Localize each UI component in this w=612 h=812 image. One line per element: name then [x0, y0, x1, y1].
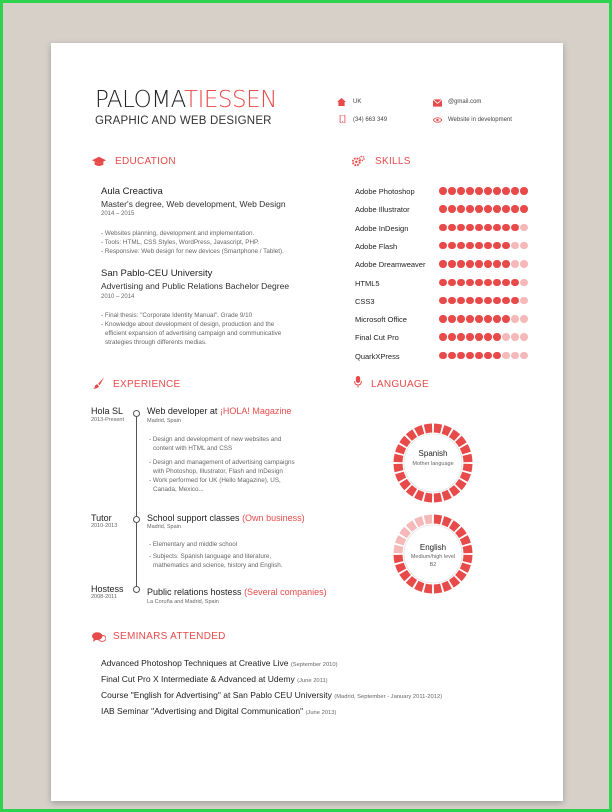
seminar-date: (June 2013): [305, 710, 337, 716]
skill-dot: [502, 333, 510, 341]
skill-dot: [475, 333, 483, 341]
skill-dot: [466, 297, 474, 305]
ring-segment: [451, 433, 457, 437]
ring-segment: [443, 429, 450, 432]
skill-dot: [457, 242, 465, 250]
skill-dot: [466, 279, 474, 287]
skill-dot: [457, 333, 465, 341]
skill-dot: [493, 297, 501, 305]
full-name: [95, 87, 277, 113]
skill-dot: [520, 205, 528, 213]
ring-segment: [458, 481, 462, 487]
job-role: Web developer at: [147, 406, 220, 416]
skill-dot: [493, 279, 501, 287]
skill-dot: [502, 187, 510, 195]
mail-icon: [433, 99, 442, 107]
skill-dot: [511, 352, 519, 360]
skill-dot: [493, 260, 501, 268]
ring-segment: [458, 439, 462, 445]
skill-dot: [502, 297, 510, 305]
list-item: - Knowledge about development of design, production and the: [101, 321, 275, 328]
timeline-node: [133, 516, 140, 523]
job-title-1: [147, 406, 291, 416]
skill-row: [355, 333, 545, 343]
ring-segment: [409, 579, 415, 583]
skill-dot: [466, 205, 474, 213]
home-icon: [337, 98, 346, 106]
skill-dot: [448, 187, 456, 195]
last-name: TIESSEN: [184, 87, 277, 113]
skill-row: [355, 297, 545, 307]
education-degree-1: Master's degree, Web development, Web Design: [101, 199, 286, 209]
timeline-node: [133, 410, 140, 417]
ring-segment: [399, 473, 402, 480]
skill-dot: [520, 279, 528, 287]
skill-dot: [520, 224, 528, 232]
skill-row: [355, 279, 545, 289]
job-role: Public relations hostess: [147, 587, 245, 597]
seminar-item-3: [101, 690, 442, 700]
job-subtitle: GRAPHIC AND WEB DESIGNER: [95, 115, 272, 127]
job-title-3: [147, 587, 327, 597]
ring-segment: [425, 428, 432, 429]
ring-segment: [458, 530, 462, 536]
job-role: School support classes: [147, 513, 243, 523]
skill-dot: [511, 205, 519, 213]
skill-dot: [484, 352, 492, 360]
microphone-icon: [351, 376, 365, 388]
skill-rating: [439, 224, 528, 232]
skill-dot: [439, 187, 447, 195]
skill-dot: [511, 279, 519, 287]
ring-segment: [409, 524, 415, 528]
education-title: EDUCATION: [115, 156, 176, 167]
language-extra-2: B2: [429, 562, 437, 568]
skill-dot: [448, 333, 456, 341]
skill-dot: [484, 187, 492, 195]
contact-location: UK: [353, 99, 362, 105]
job-location-3: La Coruña and Madrid, Spain: [147, 599, 219, 605]
skill-rating: [439, 260, 528, 268]
skill-dot: [439, 297, 447, 305]
list-item: - Responsive: Web design for new devices (Smartphone / Tablet).: [101, 248, 284, 255]
skill-dot: [439, 260, 447, 268]
ring-segment: [416, 520, 423, 523]
skill-dot: [475, 352, 483, 360]
skill-dot: [466, 352, 474, 360]
skill-rating: [439, 315, 528, 323]
ring-segment: [416, 585, 423, 588]
education-degree-2: Advertising and Public Relations Bachelor Degree: [101, 281, 290, 291]
list-item: mathematics and science, history and English.: [153, 562, 283, 569]
job-company-1: Hola SL: [91, 406, 124, 416]
list-item: - Elementary and middle school: [149, 541, 238, 548]
list-item: - Websites planning, development and implementation.: [101, 230, 255, 237]
skill-dot: [511, 224, 519, 232]
skill-dot: [448, 352, 456, 360]
ring-segment: [451, 579, 457, 583]
list-item: - Subjects: Spanish language and literature,: [149, 553, 272, 560]
skill-dot: [457, 352, 465, 360]
language-level-2: Medium/high level: [410, 554, 456, 560]
ring-segment: [416, 429, 423, 432]
skill-dot: [502, 224, 510, 232]
phone-icon: [338, 115, 347, 123]
list-item: strategies through differents medias.: [105, 339, 207, 346]
paintbrush-icon: [92, 377, 106, 389]
skill-dot: [448, 260, 456, 268]
job-company-2: Tutor: [91, 513, 112, 523]
contact-email[interactable]: @gmail.com: [448, 99, 482, 105]
skill-name: Microsoft Office: [355, 315, 407, 325]
skill-dot: [466, 260, 474, 268]
skill-dot: [475, 224, 483, 232]
job-org: (Own business): [242, 513, 305, 523]
seminar-item-4: [101, 706, 336, 716]
skill-dot: [502, 315, 510, 323]
skill-dot: [439, 224, 447, 232]
seminar-text: Final Cut Pro X Intermediate & Advanced at Udemy: [101, 674, 295, 684]
skill-dot: [493, 187, 501, 195]
skill-dot: [448, 297, 456, 305]
skill-row: [355, 187, 545, 197]
education-dates-2: 2010 – 2014: [101, 294, 135, 300]
skill-dot: [484, 279, 492, 287]
skill-dot: [511, 315, 519, 323]
skill-dot: [457, 187, 465, 195]
skill-name: QuarkXPress: [355, 351, 400, 361]
ring-segment: [416, 494, 423, 497]
skill-dot: [484, 260, 492, 268]
timeline-line: [136, 411, 137, 589]
education-bullets-2: [101, 311, 281, 347]
seminar-text: IAB Seminar "Advertising and Digital Communication": [101, 706, 304, 716]
ring-segment: [403, 572, 407, 578]
skill-dot: [502, 205, 510, 213]
skill-dot: [484, 297, 492, 305]
list-item: - Final thesis: "Corporate Identity Manual". Grade 9/10: [101, 312, 253, 319]
skill-dot: [511, 260, 519, 268]
job-period-1: 2013-Present: [91, 417, 125, 423]
skill-rating: [439, 352, 528, 360]
skill-row: [355, 242, 545, 252]
education-dates-1: 2014 – 2015: [101, 211, 135, 217]
seminar-text: Advanced Photoshop Techniques at Creative Live: [101, 658, 289, 668]
skill-row: [355, 315, 545, 325]
first-name: PALOMA: [95, 87, 185, 113]
skill-row: [355, 224, 545, 234]
seminar-date: (June 2011): [297, 678, 328, 684]
job-location-1: Madrid, Spain: [147, 418, 181, 424]
skill-dot: [511, 333, 519, 341]
ring-segment: [451, 524, 457, 528]
language-name-1: Spanish: [418, 449, 448, 458]
skill-dot: [502, 242, 510, 250]
skill-name: CSS3: [355, 296, 375, 306]
job-company-3: Hostess: [91, 584, 124, 594]
skill-rating: [439, 205, 528, 213]
skill-dot: [484, 224, 492, 232]
seminar-item-2: [101, 674, 328, 684]
ring-segment: [403, 439, 407, 445]
ring-segment: [403, 530, 407, 536]
education-school-1: Aula Creactiva: [101, 186, 163, 197]
skill-dot: [439, 333, 447, 341]
skill-dot: [448, 205, 456, 213]
skill-dot: [457, 297, 465, 305]
language-name-2: English: [419, 543, 447, 552]
job-bullets-2: [149, 540, 283, 570]
education-bullets-1: [101, 229, 284, 256]
skill-name: Adobe Flash: [355, 241, 398, 251]
list-item: efficient expansion of advertising campaign and communicative: [105, 330, 282, 337]
list-item: with Photoshop, Illustrator, Flash and InDesign: [153, 468, 283, 475]
ring-segment: [443, 520, 450, 523]
ring-segment: [443, 585, 450, 588]
ring-segment: [425, 519, 432, 520]
skill-dot: [439, 242, 447, 250]
resume-sheet: [51, 43, 563, 801]
list-item: Canada, Mexico...: [153, 486, 204, 493]
ring-segment: [403, 481, 407, 487]
language-level-1: Mother language: [412, 461, 454, 467]
ring-segment: [451, 488, 457, 492]
ring-segment: [434, 519, 441, 520]
skill-dot: [520, 297, 528, 305]
job-period-2: 2010-2013: [91, 523, 118, 529]
skill-dot: [511, 297, 519, 305]
skill-dot: [457, 205, 465, 213]
contact-website[interactable]: Website in development: [448, 117, 512, 123]
seminar-item-1: [101, 658, 338, 668]
skill-dot: [502, 352, 510, 360]
eye-icon: [433, 116, 442, 124]
skill-name: HTML5: [355, 278, 380, 288]
ring-segment: [464, 473, 467, 480]
skill-dot: [484, 315, 492, 323]
ring-segment: [458, 572, 462, 578]
skill-rating: [439, 187, 528, 195]
seminar-date: (September 2010): [290, 662, 338, 668]
job-location-2: Madrid, Spain: [147, 524, 181, 530]
skill-dot: [457, 279, 465, 287]
skill-rating: [439, 333, 528, 341]
language-title: LANGUAGE: [371, 379, 429, 390]
seminar-text: Course "English for Advertising" at San Pablo CEU University: [101, 690, 332, 700]
skill-dot: [457, 260, 465, 268]
experience-title: EXPERIENCE: [113, 379, 181, 390]
skill-dot: [448, 315, 456, 323]
skill-dot: [493, 224, 501, 232]
skill-name: Final Cut Pro: [355, 333, 399, 343]
skill-dot: [466, 187, 474, 195]
skill-dot: [484, 242, 492, 250]
skill-dot: [493, 333, 501, 341]
skill-dot: [493, 205, 501, 213]
skill-dot: [466, 315, 474, 323]
skill-dot: [439, 279, 447, 287]
skill-rating: [439, 297, 528, 305]
skill-rating: [439, 242, 528, 250]
skill-dot: [439, 352, 447, 360]
skill-dot: [475, 242, 483, 250]
skill-dot: [439, 315, 447, 323]
skill-dot: [475, 205, 483, 213]
skill-dot: [484, 333, 492, 341]
skill-dot: [502, 279, 510, 287]
ring-segment: [434, 497, 441, 498]
skill-dot: [520, 187, 528, 195]
skill-dot: [484, 205, 492, 213]
skill-dot: [439, 205, 447, 213]
ring-segment: [443, 494, 450, 497]
skill-row: [355, 260, 545, 270]
skill-dot: [520, 315, 528, 323]
list-item: - Work performed for UK (Hello Magazine), US,: [149, 477, 281, 484]
ring-segment: [425, 588, 432, 589]
education-school-2: San Pablo-CEU University: [101, 268, 213, 279]
skill-dot: [448, 242, 456, 250]
seminars-title: SEMINARS ATTENDED: [113, 631, 226, 642]
skill-name: Adobe Dreamweaver: [355, 260, 426, 270]
list-item: - Design and development of new websites and: [149, 436, 282, 443]
skill-dot: [520, 352, 528, 360]
seminar-date: (Madrid, September - January 2011-2012): [334, 694, 443, 700]
skill-dot: [493, 352, 501, 360]
ring-segment: [434, 588, 441, 589]
skill-dot: [502, 260, 510, 268]
gears-icon: [351, 155, 365, 167]
timeline-node: [133, 586, 140, 593]
ring-segment: [409, 433, 415, 437]
skills-title: SKILLS: [375, 156, 411, 167]
skill-name: Adobe Illustrator: [355, 205, 410, 215]
ring-segment: [409, 488, 415, 492]
skill-rating: [439, 279, 528, 287]
skill-dot: [466, 333, 474, 341]
skill-name: Adobe Photoshop: [355, 187, 415, 196]
job-org: ¡HOLA! Magazine: [219, 406, 292, 416]
job-bullets-1: [149, 435, 295, 494]
skill-dot: [520, 333, 528, 341]
job-org: (Several companies): [244, 587, 327, 597]
list-item: - Tools: HTML, CSS Styles, WordPress, Javascript, PHP.: [101, 239, 260, 246]
page-frame: [3, 3, 609, 809]
skill-dot: [511, 187, 519, 195]
list-item: - Design and management of advertising campaigns: [149, 459, 295, 466]
ring-segment: [434, 428, 441, 429]
skill-dot: [511, 242, 519, 250]
skill-dot: [475, 297, 483, 305]
skill-dot: [475, 187, 483, 195]
skill-dot: [520, 260, 528, 268]
skill-dot: [475, 315, 483, 323]
job-period-3: 2008-2011: [91, 594, 117, 600]
job-title-2: [147, 513, 305, 523]
skill-dot: [457, 224, 465, 232]
skill-dot: [448, 224, 456, 232]
skill-dot: [475, 260, 483, 268]
skill-row: [355, 352, 545, 362]
skill-dot: [448, 279, 456, 287]
skill-dot: [493, 242, 501, 250]
skill-dot: [466, 242, 474, 250]
list-item: content with HTML and CSS: [153, 445, 233, 452]
ring-segment: [425, 497, 432, 498]
skill-name: Adobe InDesign: [355, 223, 409, 233]
skill-row: [355, 205, 545, 215]
skill-dot: [475, 279, 483, 287]
speech-bubbles-icon: [92, 631, 106, 643]
skill-dot: [520, 242, 528, 250]
skill-dot: [466, 224, 474, 232]
skill-dot: [457, 315, 465, 323]
contact-phone: (34) 663 349: [353, 117, 388, 123]
graduation-cap-icon: [92, 156, 106, 168]
skill-dot: [493, 315, 501, 323]
